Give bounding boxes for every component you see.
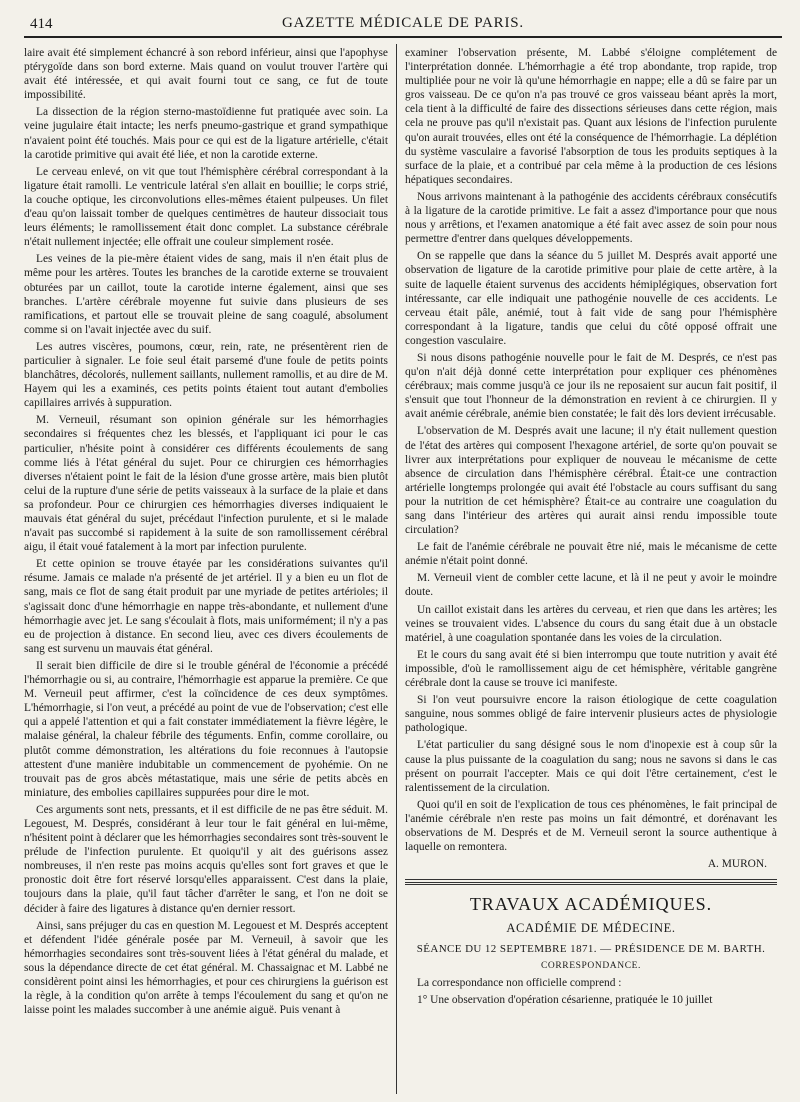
section-subtitle: ACADÉMIE DE MÉDECINE.	[506, 921, 676, 936]
paragraph: Ainsi, sans préjuger du cas en question M. Legouest et M. Després acceptent et défendent l'idée générale posée par M. Verneuil, à savoir que les hémorrhagies secondaires sont très-souvent liées à l'état général du malade, et sous la dépendance directe de cet état général. M. Chassaignac et M. Labbé ne considèrent point ainsi les hémorrhagies, et pour ces chirurgiens la guérison est la règle, à la condition qu'on arrête à temps l'écoulement du sang et qu'on ne laisse point les malades succomber à une anémie aiguë. Puis venant à	[24, 919, 388, 1017]
paragraph: Si l'on veut poursuivre encore la raison étiologique de cette coagulation sanguine, nous sommes obligé de faire intervenir plusieurs actes de physiologie pathologique.	[405, 694, 777, 735]
paragraph: examiner l'observation présente, M. Labbé s'éloigne complétement de l'interprétation donnée. L'hémorrhagie a été trop abondante, trop rapide, trop multipliée pour ne voir là qu'une hémorrhagie en nappe; elle a dû se faire par un gros vaisseau. De ce qu'on n'a pas trouvé ce gros vaisseau béant après la mort, cela tient à la difficulté de faire des dissections sérieuses dans cette région, mais cela ne prouve pas qu'il n'existait pas. Quant aux lésions de l'infection purulente qu'on aurait trouvées, elles ont été la conséquence de l'hémorrhagie. La déplétion du système vasculaire a favorisé l'absorption de tous les produits septiques à la surface de la plaie, et a contribué par cela même à la production de ces lésions hépatiques secondaires.	[405, 47, 777, 186]
paragraph: Un caillot existait dans les artères du cerveau, et rien que dans les artères; les veines se trouvaient vides. L'absence du cours du sang était due à un obstacle matériel, à une coagulation spontanée dans les voies de la circulation.	[405, 603, 777, 644]
paragraph: Le fait de l'anémie cérébrale ne pouvait être nié, mais le mécanisme de cette anémie n'était point donné.	[405, 541, 777, 568]
paragraph: M. Verneuil vient de combler cette lacune, et là il ne peut y avoir le moindre doute.	[405, 572, 777, 599]
paragraph: Il serait bien difficile de dire si le trouble général de l'économie a précédé l'hémorrhagie ou si, au contraire, l'hémorrhagie est apparue la première. Ce que M. Verneuil peut affirmer, c'est la coïncidence de ces deux symptômes. L'hémorrhagie, si l'on veut, a précédé au point de vue de l'observation; c'est elle qui a appelé l'attention et qui a fait constater immédiatement la fièvre légère, le malaise général, la chaleur fébrile des téguments. Enfin, comme corollaire, ou plutôt comme démonstration, les altérations du foie reconnues à l'autopsie attestent d'une manière indubitable un commencement de pyohémie. On ne trouvait pas de gros abcès métastatique, mais une série de petits abcès en miniature, des embolies capillaires suppurées pour dire le mot.	[24, 659, 388, 799]
paragraph: Et cette opinion se trouve étayée par les considérations suivantes qu'il résume. Jamais ce malade n'a présenté de jet artériel. Il y a bien eu un flot de sang, mais ce flot de sang était produit par une myriade de petites artérioles; il s'agissait donc d'une hémorrhagie en nappe très-abondante, et nullement d'une hémorrhagie avec jet. Le sang s'écoulait à flots, mais uniformément; il n'y a pas eu de projection à distance. En second lieu, avec ces divers écoulements de sang est survenu un mauvais état général.	[24, 558, 388, 655]
left-column	[24, 46, 388, 1096]
column-divider	[396, 44, 397, 1094]
paragraph: L'observation de M. Després avait une lacune; il n'y était nullement question de l'état des artères qui composent l'hexagone artériel, de sorte qu'on pouvait se livrer aux interprétations pour expliquer de nouveau le mécanisme de cette absence de circulation dans l'hémisphère cérébral. Était-ce une contraction artérielle longtemps prolongée qui avait été l'obstacle au cours suffisant du sang pour la nutrition de cet hémisphère? Était-ce au contraire une coagulation du sang dans l'intérieur des artères qui aurait ainsi rendu impossible toute circulation?	[405, 425, 777, 537]
correspondence-heading: CORRESPONDANCE.	[540, 960, 642, 971]
paragraph: Et le cours du sang avait été si bien interrompu que toute nutrition y avait été impossible, d'où le ramollissement aigu de cet hémisphère, véritable gangrène cérébrale dont la cause se trouve ici manifeste.	[405, 648, 777, 690]
paragraph: On se rappelle que dans la séance du 5 juillet M. Després avait apporté une observation de ligature de la carotide primitive pour plaie de cette artère, à la suite de laquelle étaient survenus des accidents hémiplégiques, observation fort intéressante, car elle indiquait une pathogénie nouvelle de ces accidents. Le cerveau était pâle, anémié, tout à fait vide de sang pour l'hémisphère correspondant à la ligature, tandis que celui du côté opposé offrait une congestion vasculaire.	[405, 250, 777, 347]
section-title: TRAVAUX ACADÉMIQUES.	[469, 894, 713, 915]
paragraph: Nous arrivons maintenant à la pathogénie des accidents cérébraux consécutifs à la ligature de la carotide primitive. Le fait a assez d'importance pour que nous nous y arrêtions, et l'examen anatomique a été fait avec assez de soin pour nous permettre d'entrer dans quelques développements.	[405, 190, 777, 246]
author-signature: A. MURON.	[707, 858, 767, 871]
journal-title: GAZETTE MÉDICALE DE PARIS.	[282, 15, 524, 31]
paragraph: L'état particulier du sang désigné sous le nom d'inopexie est à coup sûr la cause la plus puissante de la coagulation du sang; nous ne savons si dans le cas présent on pourrait l'accepter. Mais ce qui doit l'être certainement, c'est le ralentissement de la circulation.	[405, 739, 777, 794]
paragraph: M. Verneuil, résumant son opinion générale sur les hémorrhagies secondaires si fréquentes chez les blessés, et l'appliquant ici pour le cas particulier, n'hésite point à considérer ces différents écoulements de sang comme liés à l'état général du sujet. Pour ce chirurgien ces hémorrhagies diverses n'étaient point le fait de la lésion d'une grosse artère, mais bien plutôt celui de la rupture d'une série de petits vaisseaux à la surface de la plaie et dans sa profondeur. Pour ce chirurgien ces hémorrhagies diverses indiquaient le mauvais état général du sujet, précédaut l'infection purulente, et si le malade n'avait pas succombé si rapidement à la suite de son ramollissement cérébral aigu, il était voué fatalement à la mort par infection purulente.	[24, 414, 388, 554]
paragraph: La dissection de la région sterno-mastoïdienne fut pratiquée avec soin. La veine jugulaire était intacte; les nerfs pneumo-gastrique et grand sympathique n'avaient point été touchés. Mais pour ce qui est de la ligature artérielle, c'était la carotide primitive qui avait été liée, et non la carotide externe.	[24, 106, 388, 161]
paragraph: Ces arguments sont nets, pressants, et il est difficile de ne pas être séduit. M. Legouest, M. Després, considérant à leur tour le fait général en lui-même, n'hésitent point à déclarer que les hémorrhagies secondaires sont très-souvent le prélude de l'infection purulente. Et quoiqu'il y ait des guérisons assez nombreuses, il n'en reste pas moins acquis qu'elles sont fort graves et que le pronostic doit être fort réservé lorsqu'elles apparaissent. C'est dans la plaie, toujours dans la plaie, qu'il faut tâcher d'arrêter le sang, et l'on ne doit se décider à faire des ligatures à distance qu'en dernier ressort.	[24, 803, 388, 915]
page-number: 414	[30, 16, 53, 32]
paragraph: Les autres viscères, poumons, cœur, rein, rate, ne présentèrent rien de particulier à signaler. Le foie seul était parsemé d'une foule de petits points blanchâtres, décolorés, nullement saillants, nullement ramollis, et au dire de M. Hayem qui les a examinés, ces petits points étaient tout autant d'embolies capillaires arrivés à suppuration.	[24, 340, 388, 410]
right-column	[405, 46, 777, 1096]
running-head	[24, 14, 782, 38]
paragraph: Le cerveau enlevé, on vit que tout l'hémisphère cérébral correspondant à la ligature était ramolli. Le ventricule latéral s'en allait en bouillie; le corps strié, la couche optique, les circonvolutions elles-mêmes étaient pulpeuses. Un filet d'eau qu'on laissait tomber de quelques centimètres de hauteur dissociait tous leurs éléments; le ramollissement était donc complet. La substance cérébrale n'était nullement injectée; elle offrait une couleur simplement rosée.	[24, 165, 388, 249]
paragraph: Quoi qu'il en soit de l'explication de tous ces phénomènes, le fait principal de l'anémie cérébrale n'en reste pas moins un fait démontré, et dorénavant les observations de M. Després et de M. Verneuil seront la source authentique à laquelle on remontera.	[405, 798, 777, 854]
paragraph: 1° Une observation d'opération césarienne, pratiquée le 10 juillet	[417, 994, 713, 1007]
paragraph: laire avait été simplement échancré à son rebord inférieur, ainsi que l'apophyse ptérygoïde dans son bord externe. Mais quand on voulut trouver l'artère qui avait été intéressée, et qui avait fourni tout ce sang, ce fut de toute impossibilité.	[24, 47, 388, 102]
paragraph: Si nous disons pathogénie nouvelle pour le fait de M. Després, ce n'est pas qu'on n'ait déjà donné cette interprétation pour expliquer ces phénomènes cérébraux; mais comme jusqu'à ce jour ils ne reposaient sur aucun fait positif, il s'ensuit que tout l'honneur de la démonstration en revient à ce chirurgien. Il y avait anémie cérébrale, anémie bien constatée; le fait dès lors devient irrécusable.	[405, 351, 777, 421]
section-divider-double	[405, 882, 777, 885]
section-divider	[405, 879, 777, 880]
paragraph: La correspondance non officielle comprend :	[417, 977, 622, 990]
session-heading: SÉANCE DU 12 SEPTEMBRE 1871. — PRÉSIDENCE DE M. BARTH.	[416, 942, 766, 955]
paragraph: Les veines de la pie-mère étaient vides de sang, mais il n'en était plus de même pour les artères. Toutes les branches de la carotide externe se trouvaient obturées par un caillot, toute la carotide interne également, ainsi que ses branches. L'artère cérébrale moyenne fut suivie dans plusieurs de ses ramifications, et partout elle se trouvait pleine de sang coagulé, absolument comme si on l'avait injectée avec du suif.	[24, 253, 388, 336]
